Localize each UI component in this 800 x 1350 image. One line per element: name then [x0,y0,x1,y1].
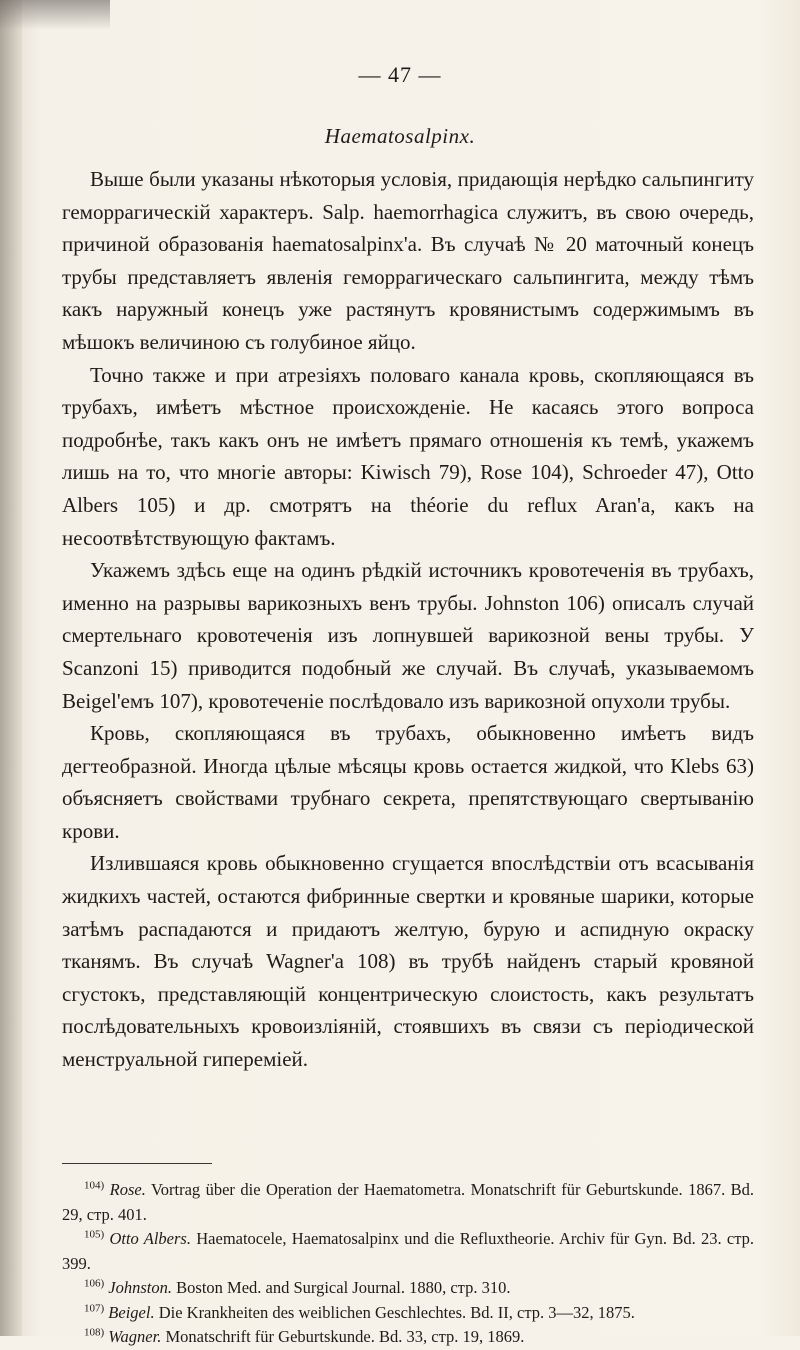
body-text [62,163,754,1076]
footnote [62,1178,754,1227]
footnote-author: Beigel. [108,1302,155,1322]
footnote-number: 107) [84,1302,105,1314]
paragraph: Точно также и при атрезіяхъ половаго канала кровь, скопляющаяся въ трубахъ, имѣетъ мѣстное происхожденіе. Не касаясь этого вопроса подробнѣе, такъ какъ онъ не имѣетъ прямаго отношенія къ темѣ, укажемъ лишь на то, что многіе авторы: Kiwisch 79), Rose 104), Schroeder 47), Otto Albers 105) и др. смотрятъ на théorie du reflux Aran'a, какъ на несоотвѣтствующую фактамъ. [62,362,754,550]
footnote-number: 105) [84,1228,105,1241]
footnote [62,1301,754,1326]
footnote-text: Monatschrift für Geburtskunde. Bd. 33, стр. 19, 1869. [165,1327,525,1346]
footnote-author: Otto Albers. [109,1229,191,1248]
page-number: — 47 — [358,62,442,87]
paragraph: Выше были указаны нѣкоторыя условія, придающія нерѣдко сальпингиту геморрагическій характеръ. Salp. haemorrhagica служитъ, въ свою очередь, причиной образованія haematosalpinx'a. Въ случаѣ № 20 маточный конецъ трубы представляетъ явленія геморрагическаго сальпингита, между тѣмъ какъ наружный конецъ уже растянутъ кровянистымъ содержимымъ въ мѣшокъ величиною съ голубиное яйцо. [62,167,754,354]
footnote-text: Vortrag über die Operation der Haematometra. Monatschrift für Geburtskunde. 1867. Bd. 29, стр. 401. [62,1180,755,1224]
footnote-author: Johnston. [108,1278,173,1297]
footnotes [62,1178,754,1350]
paragraph: Укажемъ здѣсь еще на одинъ рѣдкій источникъ кровотеченія въ трубахъ, именно на разрывы варикозныхъ венъ трубы. Johnston 106) описалъ случай смертельнаго кровотеченія изъ лопнувшей варикозной вены трубы. У Scanzoni 15) приводится подобный же случай. Въ случаѣ, указываемомъ Beigel'емъ 107), кровотеченіе послѣдовало изъ варикозной опухоли трубы. [62,558,754,713]
page-corner-shadow [0,0,110,30]
footnote-text: Die Krankheiten des weiblichen Geschlechtes. Bd. II, стр. 3—32, 1875. [158,1302,635,1322]
footnote-number: 106) [84,1277,105,1290]
footnote-divider [62,1163,212,1164]
footnote-author: Wagner. [108,1327,162,1346]
footnote-author: Rose. [109,1180,146,1199]
footnote-text: Haematocele, Haematosalpinx und die Refluxtheorie. Archiv für Gyn. Bd. 23. стр. 399. [62,1229,754,1273]
footnote [62,1276,754,1301]
section-heading: Haematosalpinx. [324,124,476,148]
footnote-number: 108) [84,1326,105,1339]
binding-shadow [0,0,22,1336]
paragraph: Кровь, скопляющаяся въ трубахъ, обыкновенно имѣетъ видъ дегтеобразной. Иногда цѣлые мѣсяцы кровь остается жидкой, что Klebs 63) объясняетъ свойствами трубнаго секрета, препятствующаго свертыванію крови. [62,721,754,843]
footnote-text: Boston Med. and Surgical Journal. 1880, стр. 310. [176,1278,511,1297]
footnote [62,1325,754,1350]
footnote-number: 104) [84,1179,105,1192]
paragraph: Излившаяся кровь обыкновенно сгущается впослѣдствіи отъ всасыванія жидкихъ частей, остаются фибринные свертки и кровяные шарики, которые затѣмъ распадаются и придаютъ желтую, бурую и аспидную окраску тканямъ. Въ случаѣ Wagner'а 108) въ трубѣ найденъ старый кровяной сгустокъ, представляющій концентрическую слоистость, какъ результатъ послѣдовательныхъ кровоизліяній, стоявшихъ въ связи съ періодической менструальной гипереміей. [62,851,754,1072]
footnote [62,1227,754,1276]
